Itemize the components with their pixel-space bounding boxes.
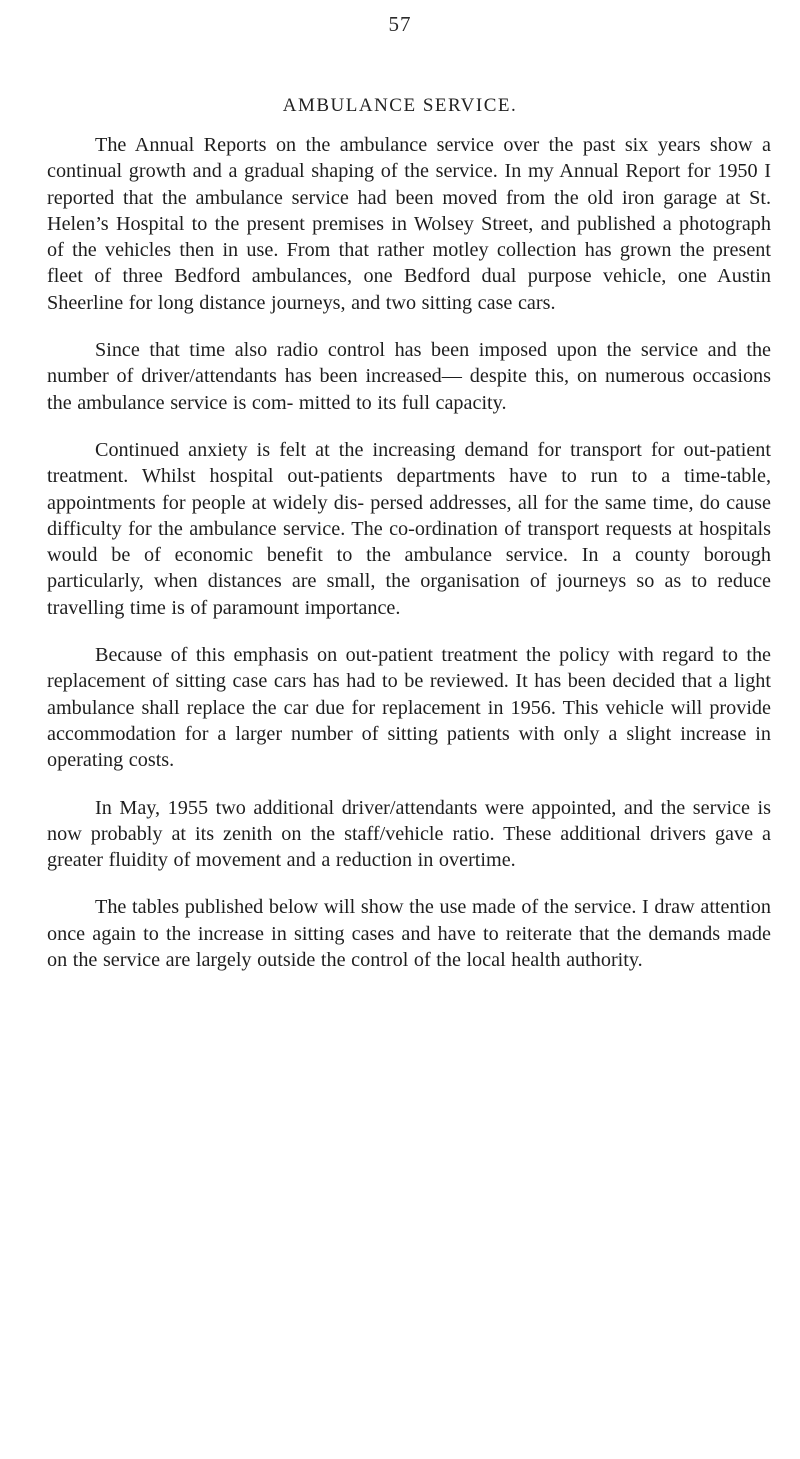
paragraph-6: The tables published below will show the use made of the service. I draw attention once again to the increase in sitting cases and have to reiterate that the demands made on the service are largely outside the control of the local health authority. (47, 896, 771, 972)
paragraph-5: In May, 1955 two additional driver/attendants were appointed, and the service is now probably at its zenith on the staff/vehicle ratio. These additional drivers gave a greater fluidity of movement and a reduction in overtime. (47, 796, 771, 872)
section-heading: AMBULANCE SERVICE. (282, 95, 518, 116)
page-number: 57 (388, 12, 412, 36)
paragraph-3: Continued anxiety is felt at the increasing demand for transport for out-patient treatment. Whilst hospital out-patients departments have to run to a time-table, appointments for people at widely dis- persed addresses, all for the same time, do cause difficulty for the ambulance service. The co-ordination of transport requests at hospitals would be of economic benefit to the ambulance service. In a county borough particularly, when distances are small, the organisation of journeys so as to reduce travelling time is of paramount importance. (47, 438, 771, 619)
body-text (47, 132, 771, 994)
paragraph-1: The Annual Reports on the ambulance service over the past six years show a continual growth and a gradual shaping of the service. In my Annual Report for 1950 I reported that the ambulance service had been moved from the old iron garage at St. Helen’s Hospital to the present premises in Wolsey Street, and published a photograph of the vehicles then in use. From that rather motley collection has grown the present fleet of three Bedford ambulances, one Bedford dual purpose vehicle, one Austin Sheerline for long distance journeys, and two sitting case cars. (47, 134, 771, 314)
paragraph-2: Since that time also radio control has been imposed upon the service and the number of driver/attendants has been increased— despite this, on numerous occasions the ambulance service is com- mitted to its full capacity. (47, 339, 771, 414)
paragraph-4: Because of this emphasis on out-patient treatment the policy with regard to the replacement of sitting case cars has had to be reviewed. It has been decided that a light ambulance shall replace the car due for replacement in 1956. This vehicle will provide accommodation for a larger number of sitting patients with only a slight increase in operating costs. (47, 644, 771, 772)
